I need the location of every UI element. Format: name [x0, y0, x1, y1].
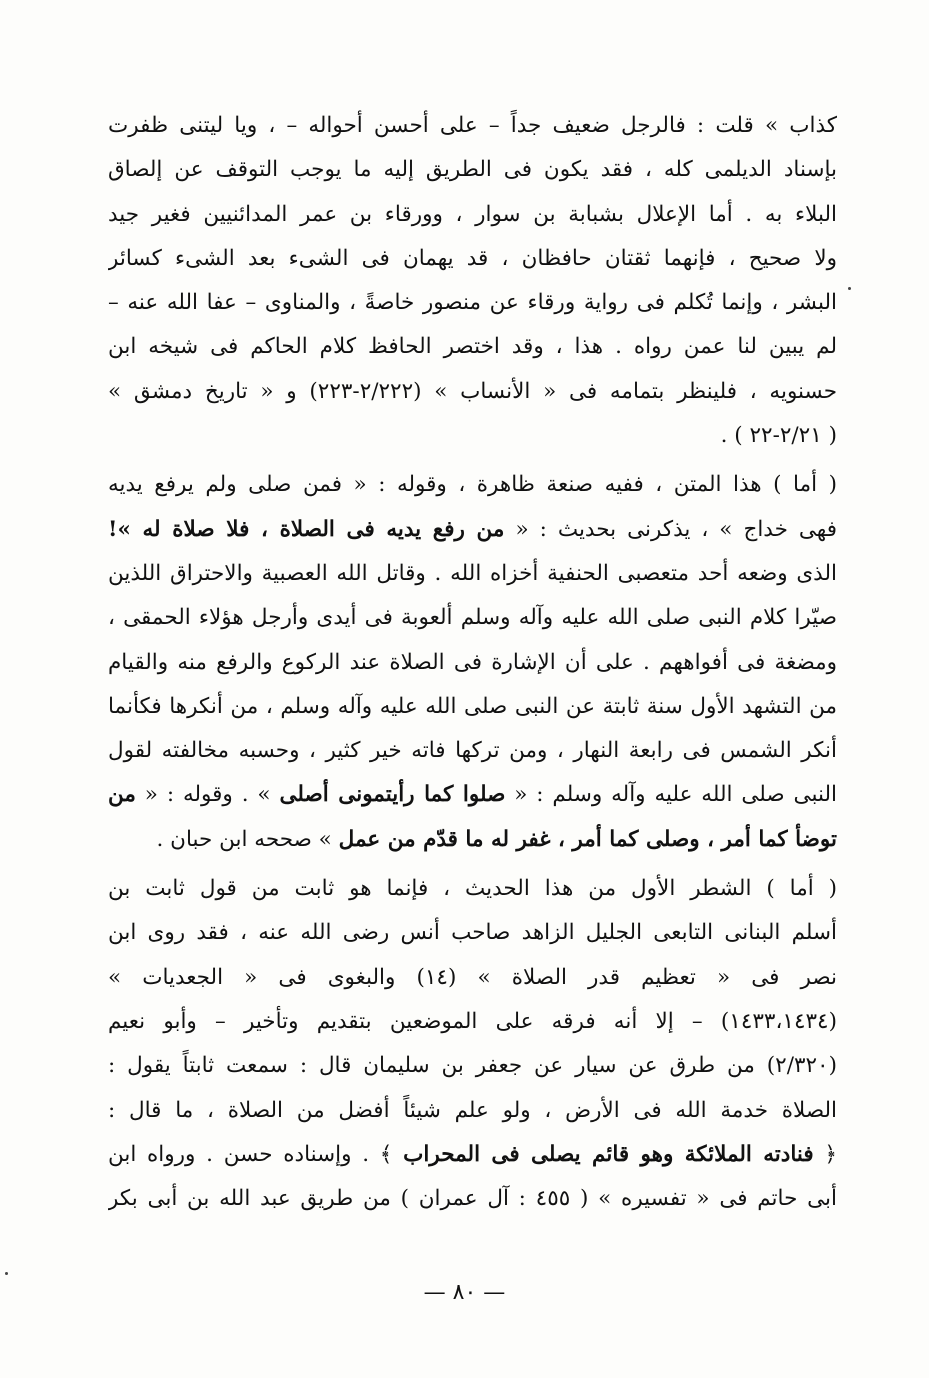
emphasis: فنادته الملائكة وهو قائم يصلى فى المحراب [403, 1141, 814, 1167]
page-number: — ٨٠ — [423, 1280, 506, 1305]
emphasis: من [108, 782, 136, 808]
emphasis: توضأ كما أمر ، وصلى كما أمر ، غفر له ما قدّم من عمل [338, 826, 837, 852]
text-line: ومضغة فى أفواههم . على أن الإشارة فى الصلاة عند الركوع والرفع منه والقيام [108, 649, 837, 675]
text-line: ( أما ) الشطر الأول من هذا الحديث ، فإنما هو ثابت من قول ثابت بن [108, 876, 837, 902]
text-line: الذى وضعه أحد متعصبى الحنفية أخزاه الله . وقاتل الله العصبية والاحتراق اللذين [108, 560, 837, 586]
text-line: النبى صلى الله عليه وآله وسلم : « صلوا كما رأيتمونى أصلى » . وقوله : « من [108, 782, 837, 808]
text-line: حسنويه ، فلينظر بتمامه فى « الأنساب » (٢/٢٢٢-٢٢٣) و « تاريخ دمشق » [108, 378, 837, 404]
text-line: لم يبين لنا عمن رواه . هذا ، وقد اختصر الحافظ كلام الحاكم فى شيخه ابن [108, 334, 837, 360]
text-line: صيّرا كلام النبى صلى الله عليه وآله وسلم ألعوبة فى أيدى وأرجل هؤلاء الحمقى ، [108, 605, 837, 631]
text-line: ﴿ فنادته الملائكة وهو قائم يصلى فى المحراب ﴾ . وإسناده حسن . ورواه ابن [108, 1141, 837, 1167]
text-line: ( أما ) هذا المتن ، ففيه صنعة ظاهرة ، وقوله : « فمن صلى ولم يرفع يديه [108, 472, 837, 498]
text-line: أنكر الشمس فى رابعة النهار ، ومن تركها فاته خير كثير ، وحسبه مخالفته لقول [108, 738, 837, 764]
text-line: (١٤٣٣،١٤٣٤) – إلا أنه فرقه على الموضعين بتقديم وتأخير – وأبو نعيم [108, 1008, 837, 1034]
text-line: من التشهد الأول سنة ثابتة عن النبى صلى الله عليه وآله وسلم ، من أنكرها فكأنما [108, 693, 837, 719]
text-line: ولا صحيح ، فإنهما ثقتان حافظان ، قد يهمان فى الشىء بعد الشىء كسائر [108, 245, 837, 271]
text-line: نصر فى « تعظيم قدر الصلاة » (١٤) والبغوى فى « الجعديات » [108, 964, 837, 990]
paragraph-3 [108, 867, 837, 1221]
text-line: كذاب » قلت : فالرجل ضعيف جداً – على أحسن أحواله – ، ويا ليتنى ظفرت [108, 113, 837, 138]
text-line: البلاء به . أما الإعلال بشبابة بن سوار ، وورقاء بن عمر المدائنيين فغير جيد [108, 201, 837, 227]
text-line: ( ٢/٢١-٢٢ ) . [720, 423, 837, 449]
text-line: الصلاة خدمة الله فى الأرض ، ولو علم شيئاً أفضل من الصلاة ، ما قال : [108, 1097, 837, 1123]
body-text [108, 104, 837, 1221]
paragraph-1 [108, 104, 837, 458]
emphasis: صلوا كما رأيتمونى أصلى [279, 782, 506, 808]
text-line: البشر ، وإنما تُكلم فى رواية ورقاء عن منصور خاصةً ، والمناوى – عفا الله عنه – [108, 290, 837, 316]
text-line: أسلم البنانى التابعى الجليل الزاهد صاحب أنس رضى الله عنه ، فقد روى ابن [108, 920, 837, 946]
text-line: (٢/٣٢٠) من طرق عن سيار عن جعفر بن سليمان قال : سمعت ثابتاً يقول : [108, 1053, 837, 1079]
scan-speck [5, 1272, 8, 1275]
scan-speck [848, 287, 851, 290]
text-line: فهى خداج » ، يذكرنى بحديث : « من رفع يديه فى الصلاة ، فلا صلاة له »! [108, 516, 837, 542]
text-line: أبى حاتم فى « تفسيره » ( ٤٥٥ : آل عمران ) من طريق عبد الله بن أبى بكر [108, 1186, 837, 1212]
text-line: بإسناد الديلمى كله ، فقد يكون فى الطريق إليه ما يوجب التوقف عن إلصاق [108, 157, 837, 183]
emphasis: من رفع يديه فى الصلاة ، فلا صلاة له »! [108, 516, 505, 542]
paragraph-2 [108, 463, 837, 862]
text-line: توضأ كما أمر ، وصلى كما أمر ، غفر له ما قدّم من عمل » صححه ابن حبان . [156, 826, 837, 852]
